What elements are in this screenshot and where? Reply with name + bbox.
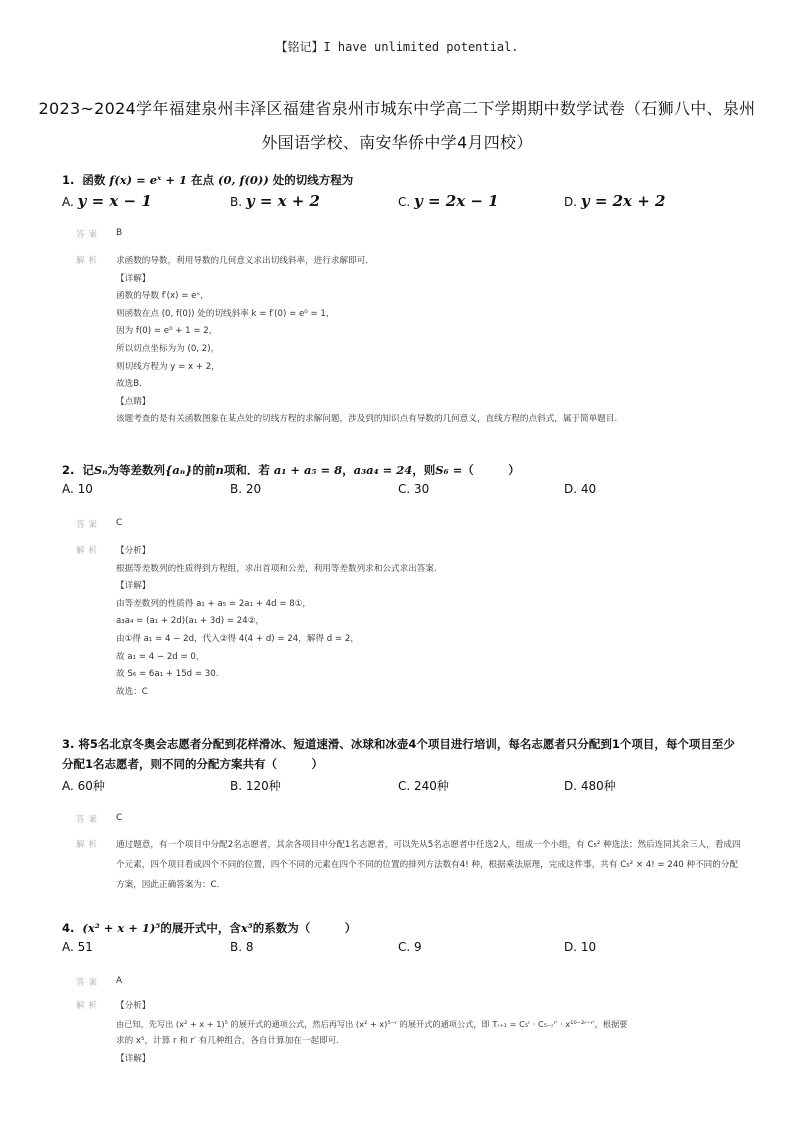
explanation-line: 所以切点坐标为为 (0, 2)， xyxy=(116,343,220,354)
question-3 xyxy=(62,734,742,895)
exam-title xyxy=(30,92,764,160)
explanation-line: 【详解】 xyxy=(116,273,151,284)
explanation-line: a₃a₄ = (a₁ + 2d)(a₁ + 3d) = 24②， xyxy=(116,616,264,627)
explanation-line: 则切线方程为 y = x + 2， xyxy=(116,361,220,372)
explanation-paragraph: 通过题意，有一个项目中分配2名志愿者，其余各项目中分配1名志愿者，可以先从5名志愿者中任选2人，组成一个小组，有 C₅² 种选法；然后连同其余三人，看成四个元素，四个项目看成四个不同的位置，四个不同的元素在四个不同的位置的排列方法数有4! 种，根据乘法原理，完成这件事，共有 C₅² × 4! = 240 种不同的分配方案，因此正确答案为：C. xyxy=(116,840,741,890)
explanation-line: 根据等差数列的性质得到方程组，求出首项和公差，利用等差数列求和公式求出答案. xyxy=(116,563,437,574)
option-a[interactable]: A. 10 xyxy=(62,482,93,496)
option-c[interactable]: C. y = 2x − 1 xyxy=(398,192,499,210)
answer-label: 答案 xyxy=(76,520,102,530)
option-b[interactable]: B. 20 xyxy=(230,482,262,496)
explanation-line: 求的 x⁵，计算 r 和 r′ 有几种组合，各自计算加在一起即可. xyxy=(116,1036,340,1047)
title-line-2: 外国语学校、南安华侨中学4月四校） xyxy=(261,133,533,152)
motto: 【铭记】I have unlimited potential. xyxy=(275,40,519,54)
explanation xyxy=(62,253,742,429)
explanation-line: 由已知，先写出 (x² + x + 1)⁵ 的展开式的通项公式，然后再写出 (x² + x)⁵⁻ʳ 的展开式的通项公式，即 Tᵣ₊₁ = C₅ʳ · C₅₋ᵣʳ′ · x¹⁰⁻²ʳ⁻ʳ′，根据要 xyxy=(116,1018,628,1029)
option-b[interactable]: B. 120种 xyxy=(230,779,281,793)
stem-math: n xyxy=(215,463,224,477)
answer-label: 答案 xyxy=(76,978,102,988)
option-d[interactable]: D. 10 xyxy=(564,940,597,954)
question-stem xyxy=(62,920,742,937)
explanation xyxy=(62,835,742,895)
option-b[interactable]: B. 8 xyxy=(230,940,254,954)
explanation-line: 由①得 a₁ = 4 − 2d，代入②得 4(4 + d) = 24，解得 d = 2， xyxy=(116,633,359,644)
explanation-label: 解析 xyxy=(76,1001,102,1011)
explanation-line: 【详解】 xyxy=(116,581,151,592)
options-row xyxy=(62,777,742,799)
stem-math: S₆ = xyxy=(435,463,463,477)
stem-math: Sₙ xyxy=(93,463,108,477)
answer-row xyxy=(62,813,742,825)
explanation xyxy=(62,998,742,1068)
explanation-label: 解析 xyxy=(76,840,102,850)
explanation-line: 故选：C xyxy=(116,686,148,697)
explanation-line: 【分析】 xyxy=(116,546,151,556)
option-a[interactable]: A. 60种 xyxy=(62,779,105,793)
stem-math: a₃a₄ = 24 xyxy=(353,463,413,477)
stem-text: 的展开式中，含 xyxy=(160,921,241,935)
explanation-label: 解析 xyxy=(76,546,102,556)
stem-math: f(x) = eˣ + 1 xyxy=(109,173,188,187)
option-a[interactable]: A. y = x − 1 xyxy=(62,192,152,210)
stem-math: (x² + x + 1)⁵ xyxy=(82,921,161,935)
answer-value: A xyxy=(116,976,123,986)
explanation-line: 函数的导数 f′(x) = eˣ， xyxy=(116,291,209,302)
answer-value: C xyxy=(116,518,123,528)
stem-text: 项和．若 xyxy=(223,463,270,477)
stem-text: ， xyxy=(342,463,354,477)
option-c[interactable]: C. 240种 xyxy=(398,779,449,793)
explanation-line: 因为 f(0) = e⁰ + 1 = 2， xyxy=(116,326,218,337)
stem-text: 记 xyxy=(82,463,94,477)
question-number: 2. xyxy=(62,463,75,477)
question-stem xyxy=(62,172,742,189)
answer-value: B xyxy=(116,228,123,238)
question-2 xyxy=(62,462,742,701)
options-row xyxy=(62,940,742,962)
question-number: 3. xyxy=(62,737,75,751)
stem-text: 的系数为（ ） xyxy=(252,921,357,935)
stem-math: x⁵ xyxy=(240,921,253,935)
explanation-line: 该题考查的是有关函数图象在某点处的切线方程的求解问题，涉及到的知识点有导数的几何意义，直线方程的点斜式，属于简单题目. xyxy=(116,414,618,425)
stem-text: 将5名北京冬奥会志愿者分配到花样滑冰、短道速滑、冰球和冰壶4个项目进行培训，每名志愿者只分配到1个项目，每个项目至少分配1名志愿者，则不同的分配方案共有（ ） xyxy=(62,737,735,771)
option-a[interactable]: A. 51 xyxy=(62,940,93,954)
option-c[interactable]: C. 9 xyxy=(398,940,422,954)
stem-text: 的前 xyxy=(192,463,216,477)
stem-math: (0, f(0)) xyxy=(218,173,269,187)
explanation-line: 由等差数列的性质得 a₁ + a₅ = 2a₁ + 4d = 8①， xyxy=(116,598,312,609)
answer-label: 答案 xyxy=(76,815,102,825)
question-4 xyxy=(62,920,742,1068)
title-line-1: 2023~2024学年福建泉州丰泽区福建省泉州市城东中学高二下学期期中数学试卷（石狮八中、泉州 xyxy=(38,99,756,118)
stem-text: 为等差数列 xyxy=(107,463,165,477)
answer-value: C xyxy=(116,813,123,823)
stem-text: 处的切线方程为 xyxy=(272,173,354,187)
explanation-line: 求函数的导数，利用导数的几何意义求出切线斜率，进行求解即可. xyxy=(116,256,368,266)
option-d[interactable]: D. 480种 xyxy=(564,779,616,793)
option-b[interactable]: B. y = x + 2 xyxy=(230,192,320,210)
question-stem xyxy=(62,462,742,479)
explanation-line: 故选B. xyxy=(116,379,142,390)
explanation-line: 【分析】 xyxy=(116,1001,151,1011)
stem-text: ，则 xyxy=(412,463,436,477)
question-number: 1. xyxy=(62,173,75,187)
explanation-line: 【详解】 xyxy=(116,1053,151,1064)
option-c[interactable]: C. 30 xyxy=(398,482,430,496)
question-1 xyxy=(62,172,742,429)
explanation-label: 解析 xyxy=(76,256,102,266)
explanation-line: 则函数在点 (0, f(0)) 处的切线斜率 k = f′(0) = e⁰ = 1， xyxy=(116,308,335,319)
option-d[interactable]: D. 40 xyxy=(564,482,597,496)
answer-row xyxy=(62,518,742,530)
question-number: 4. xyxy=(62,921,75,935)
stem-text: （ ） xyxy=(462,463,520,477)
answer-row xyxy=(62,228,742,240)
option-d[interactable]: D. y = 2x + 2 xyxy=(564,192,666,210)
answer-label: 答案 xyxy=(76,230,102,240)
options-row xyxy=(62,482,742,504)
stem-text: 函数 xyxy=(82,173,106,187)
explanation-line: 故 a₁ = 4 − 2d = 0， xyxy=(116,651,205,662)
stem-math: a₁ + a₅ = 8 xyxy=(273,463,343,477)
options-row xyxy=(62,192,742,214)
stem-text: 在点 xyxy=(191,173,215,187)
explanation-line: 故 S₆ = 6a₁ + 15d = 30. xyxy=(116,669,219,680)
stem-math: {aₙ} xyxy=(164,463,193,477)
explanation xyxy=(62,543,742,701)
question-stem xyxy=(62,734,742,774)
explanation-line: 【点睛】 xyxy=(116,396,151,407)
answer-row xyxy=(62,976,742,988)
